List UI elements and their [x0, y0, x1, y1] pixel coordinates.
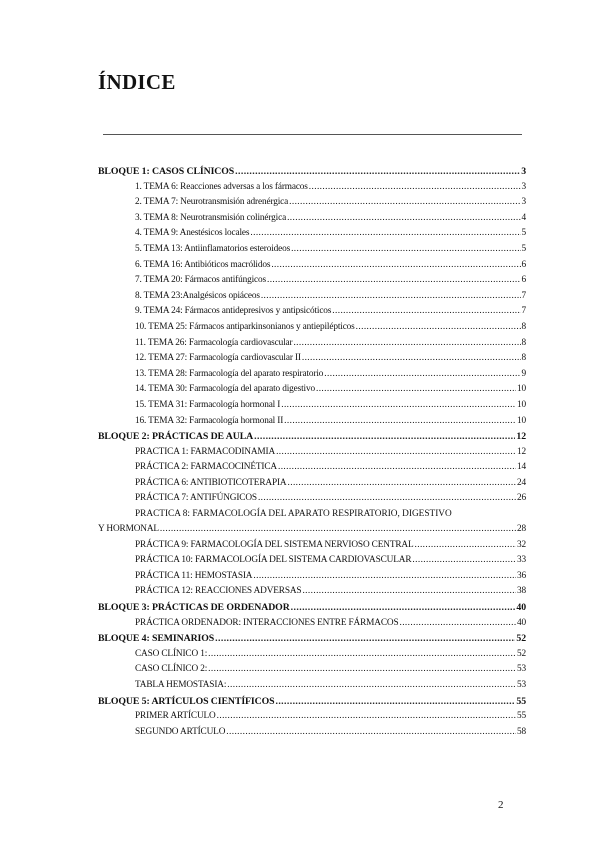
toc-entry-label: PRACTICA 1: FARMACODINAMIA — [135, 446, 276, 457]
dot-leader — [267, 275, 521, 285]
toc-entry[interactable] — [98, 353, 526, 369]
toc-entry-label: PRÁCTICA 12: REACCIONES ADVERSAS — [135, 586, 302, 597]
dot-leader — [208, 664, 516, 674]
toc-entry[interactable] — [98, 260, 526, 276]
dot-leader — [399, 618, 516, 628]
dot-leader — [160, 524, 516, 534]
toc-entry-label: PRÁCTICA 10: FARMACOLOGÍA DEL SISTEMA CARDIOVASCULAR — [135, 555, 412, 566]
toc-entry-label: PRÁCTICA 9: FARMACOLOGÍA DEL SISTEMA NERVIOSO CENTRAL — [135, 539, 414, 550]
toc-entry[interactable] — [98, 291, 526, 307]
dot-leader — [276, 447, 516, 457]
dot-leader — [291, 602, 516, 613]
toc-entry-page: 36 — [517, 570, 526, 581]
toc-entry-page: 10 — [517, 384, 526, 395]
toc-entry-page: 32 — [517, 539, 526, 550]
toc-entry-page: 52 — [517, 648, 526, 659]
toc-entry-label: 3. TEMA 8: Neurotransmisión colinérgica — [135, 212, 287, 223]
dot-leader — [215, 633, 515, 644]
toc-entry[interactable] — [98, 228, 526, 244]
dot-leader — [226, 727, 516, 737]
toc-block-heading[interactable] — [98, 602, 526, 618]
toc-entry-page: 28 — [517, 524, 526, 535]
toc-entry-label: 16. TEMA 32: Farmacología hormonal II — [135, 415, 284, 426]
toc-entry[interactable] — [98, 244, 526, 260]
dot-leader — [293, 338, 520, 348]
toc-entry[interactable] — [98, 540, 526, 556]
toc-entry-label: 15. TEMA 31: Farmacología hormonal I — [135, 399, 281, 410]
toc-entry-page: 5 — [521, 243, 526, 254]
toc-entry-page: 33 — [517, 555, 526, 566]
toc-entry-label: BLOQUE 3: PRÁCTICAS DE ORDENADOR — [98, 602, 290, 614]
toc-entry[interactable] — [98, 306, 526, 322]
toc-entry-label: PRÁCTICA 7: ANTIFÚNGICOS — [135, 493, 257, 504]
toc-entry[interactable] — [98, 711, 526, 727]
dot-leader — [332, 306, 520, 316]
toc-entry-label: PRÁCTICA 11: HEMOSTASIA — [135, 570, 253, 581]
toc-entry-page: 10 — [517, 399, 526, 410]
toc-entry-page: 8 — [521, 337, 526, 348]
toc-entry-page: 26 — [517, 493, 526, 504]
toc-entry-page: 40 — [516, 602, 526, 614]
toc-entry-page: 53 — [517, 664, 526, 675]
title-divider — [103, 134, 522, 135]
dot-leader — [302, 586, 516, 596]
toc-entry-page: 6 — [521, 275, 526, 286]
toc-entry-label: PRÁCTICA 2: FARMACOCINÉTICA — [135, 462, 277, 473]
dot-leader — [302, 353, 521, 363]
dot-leader — [227, 680, 516, 690]
toc-entry[interactable] — [98, 338, 526, 354]
toc-entry[interactable] — [98, 400, 526, 416]
dot-leader — [356, 322, 521, 332]
toc-entry[interactable] — [98, 509, 526, 540]
dot-leader — [254, 431, 515, 442]
toc-entry-page: 10 — [517, 415, 526, 426]
toc-entry-label: BLOQUE 4: SEMINARIOS — [98, 633, 215, 645]
toc-entry-page: 24 — [517, 477, 526, 488]
dot-leader — [289, 197, 520, 207]
toc-entry[interactable] — [98, 369, 526, 385]
toc-entry-page: 4 — [521, 212, 526, 223]
dot-leader — [271, 260, 520, 270]
toc-entry-label: PRIMER ARTÍCULO — [135, 711, 216, 722]
toc-entry-page: 5 — [521, 228, 526, 239]
toc-entry-label: 10. TEMA 25: Fármacos antiparkinsonianos y antiepilépticos — [135, 321, 355, 332]
toc-entry-label-continued: Y HORMONAL — [98, 524, 159, 535]
toc-entry-label: 5. TEMA 13: Antiinflamatorios esteroideos — [135, 243, 291, 254]
toc-entry-page: 6 — [521, 259, 526, 270]
toc-entry[interactable] — [98, 680, 526, 696]
table-of-contents — [98, 166, 526, 742]
toc-entry[interactable] — [98, 197, 526, 213]
dot-leader — [291, 244, 520, 254]
toc-entry-page: 12 — [516, 431, 526, 443]
toc-entry-label: 11. TEMA 26: Farmacología cardiovascular — [135, 337, 293, 348]
toc-entry-page: 52 — [516, 633, 526, 645]
toc-entry-page: 8 — [521, 353, 526, 364]
toc-block-heading[interactable] — [98, 431, 526, 447]
toc-entry[interactable] — [98, 462, 526, 478]
dot-leader — [278, 462, 516, 472]
toc-entry-label: CASO CLÍNICO 1: — [135, 648, 208, 659]
toc-entry-label: 1. TEMA 6: Reacciones adversas a los fármacos — [135, 181, 308, 192]
toc-entry[interactable] — [98, 416, 526, 432]
toc-entry-page: 7 — [521, 290, 526, 301]
toc-entry-page: 38 — [517, 586, 526, 597]
toc-entry[interactable] — [98, 586, 526, 602]
toc-entry[interactable] — [98, 275, 526, 291]
toc-entry-label: 7. TEMA 20: Fármacos antifúngicos — [135, 275, 266, 286]
toc-entry-label: TABLA HEMOSTASIA: — [135, 680, 227, 690]
dot-leader — [275, 696, 515, 707]
toc-entry[interactable] — [98, 664, 526, 680]
toc-entry[interactable] — [98, 213, 526, 229]
toc-entry-label: CASO CLÍNICO 2: — [135, 664, 208, 675]
toc-entry-label: 4. TEMA 9: Anestésicos locales — [135, 228, 250, 239]
dot-leader — [415, 540, 517, 550]
dot-leader — [217, 711, 516, 721]
toc-entry[interactable] — [98, 571, 526, 587]
toc-block-heading[interactable] — [98, 166, 526, 182]
toc-entry-label: 2. TEMA 7: Neurotransmisión adrenérgica — [135, 197, 289, 208]
dot-leader — [250, 228, 520, 238]
toc-block-heading[interactable] — [98, 633, 526, 649]
toc-entry[interactable] — [98, 478, 526, 494]
toc-entry[interactable] — [98, 618, 526, 634]
toc-entry-page: 8 — [521, 321, 526, 332]
toc-entry-label: 14. TEMA 30: Farmacología del aparato digestivo — [135, 384, 315, 395]
dot-leader — [309, 182, 521, 192]
dot-leader — [287, 213, 520, 223]
toc-entry-page: 3 — [521, 197, 526, 208]
toc-entry[interactable] — [98, 447, 526, 463]
toc-entry-page: 58 — [517, 726, 526, 737]
toc-entry-page: 40 — [517, 617, 526, 628]
dot-leader — [284, 416, 516, 426]
dot-leader — [208, 649, 516, 659]
toc-entry-label: BLOQUE 2: PRÁCTICAS DE AULA — [98, 431, 254, 443]
dot-leader — [235, 166, 520, 177]
dot-leader — [261, 291, 521, 301]
dot-leader — [324, 369, 520, 379]
toc-entry-page: 14 — [517, 462, 526, 473]
dot-leader — [288, 478, 517, 488]
toc-entry-label: 13. TEMA 28: Farmacología del aparato respiratorio — [135, 368, 324, 379]
toc-entry-label: BLOQUE 5: ARTÍCULOS CIENTÍFICOS — [98, 695, 275, 707]
toc-entry-page: 9 — [521, 368, 526, 379]
toc-entry-label: BLOQUE 1: CASOS CLÍNICOS — [98, 166, 235, 177]
toc-entry[interactable] — [98, 727, 526, 743]
toc-entry-label: PRÁCTICA 6: ANTIBIOTICOTERAPIA — [135, 477, 287, 488]
toc-entry-page: 3 — [521, 181, 526, 192]
toc-entry-label: PRÁCTICA ORDENADOR: INTERACCIONES ENTRE FÁRMACOS — [135, 617, 399, 628]
toc-entry-label: 6. TEMA 16: Antibióticos macrólidos — [135, 259, 271, 270]
toc-entry[interactable] — [98, 493, 526, 509]
toc-entry-label: 9. TEMA 24: Fármacos antidepresivos y antipsicóticos — [135, 306, 332, 317]
toc-entry-label: SEGUNDO ARTÍCULO — [135, 726, 226, 737]
toc-entry-page: 7 — [521, 306, 526, 317]
toc-entry-page: 3 — [521, 166, 526, 177]
toc-entry-label: 8. TEMA 23:Analgésicos opiáceos — [135, 290, 260, 301]
dot-leader — [412, 555, 516, 565]
page-title: ÍNDICE — [98, 70, 176, 94]
dot-leader — [281, 400, 516, 410]
toc-entry[interactable] — [98, 555, 526, 571]
dot-leader — [316, 384, 516, 394]
toc-block-heading[interactable] — [98, 696, 526, 712]
toc-entry-page: 55 — [516, 695, 526, 707]
toc-entry[interactable] — [98, 182, 526, 198]
toc-entry-label: PRACTICA 8: FARMACOLOGÍA DEL APARATO RESPIRATORIO, DIGESTIVO — [135, 509, 452, 520]
toc-entry-page: 55 — [517, 711, 526, 722]
toc-entry[interactable] — [98, 322, 526, 338]
dot-leader — [258, 493, 516, 503]
toc-entry[interactable] — [98, 384, 526, 400]
toc-entry-page: 53 — [517, 680, 526, 690]
page-number: 2 — [498, 799, 504, 811]
toc-entry-page: 12 — [517, 446, 526, 457]
dot-leader — [253, 571, 516, 581]
toc-entry[interactable] — [98, 649, 526, 665]
toc-entry-label: 12. TEMA 27: Farmacología cardiovascular II — [135, 353, 301, 364]
